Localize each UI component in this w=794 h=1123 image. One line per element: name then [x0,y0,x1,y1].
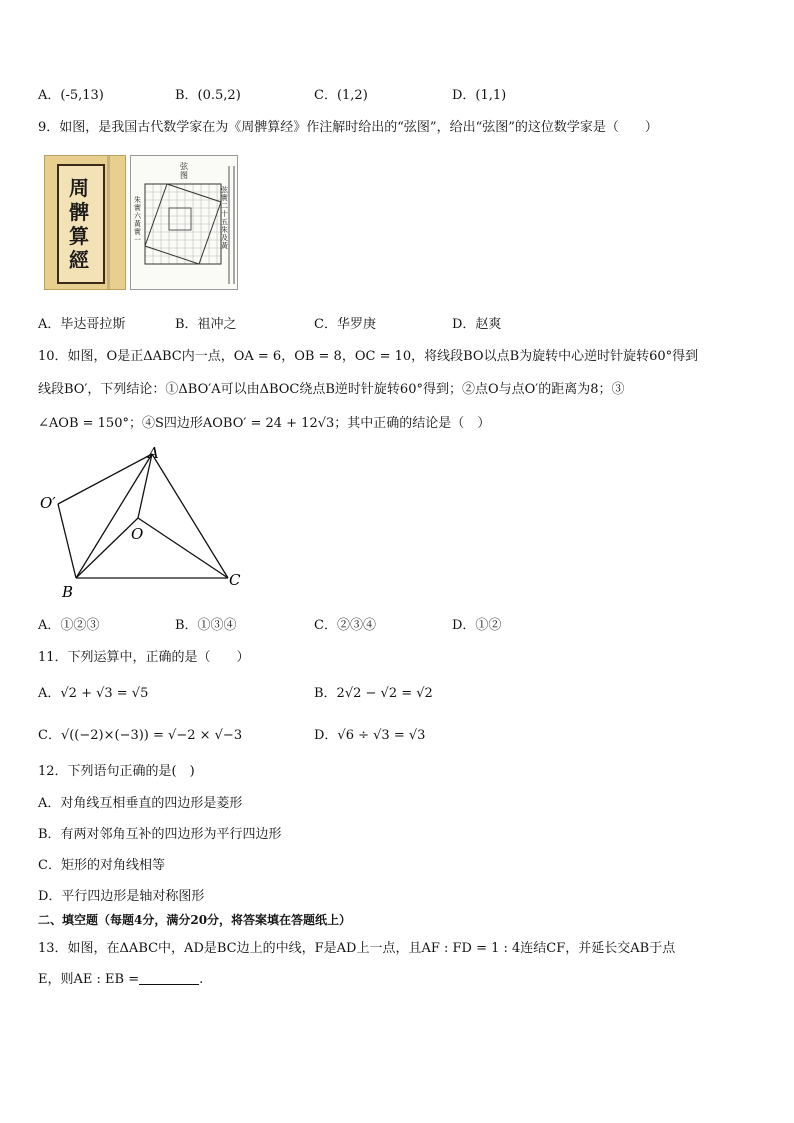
book-title-char-4: 經 [69,248,89,272]
label-o-prime: O′ [40,494,56,512]
q13-prefix: E，则AE : EB = [38,972,140,987]
xian-tu-left-text: 朱實六黃實一 [134,196,141,244]
q11-option-c: C．√((−2)×(−3)) = √−2 × √−3 [38,728,243,743]
label-b: B [62,583,74,601]
q13-suffix: . [199,972,204,987]
q9-option-b: B．祖冲之 [175,317,237,332]
q11-option-a: A．√2 + √3 = √5 [38,686,149,701]
q11-stem: 11．下列运算中，正确的是（ ） [38,650,250,665]
book-cover-image [44,155,126,290]
q10-option-b: B．①③④ [175,618,237,633]
book-title-char-2: 髀 [69,200,89,224]
segment-a-o [138,454,152,518]
segment-a-c [152,454,228,578]
q11-option-b: B．2√2 − √2 = √2 [314,686,433,701]
segment-a-b [76,454,152,578]
q9-option-c: C．华罗庚 [314,317,376,332]
q9-option-a: A．毕达哥拉斯 [38,317,126,332]
q11-option-d: D．√6 ÷ √3 = √3 [314,728,426,743]
q10-option-c: C．②③④ [314,618,376,633]
q13-line-1: 13．如图，在ΔABC中，AD是BC边上的中线，F是AD上一点，且AF : FD = 1 : 4连结CF，并延长交AB于点 [38,941,676,956]
segment-oprime-b [58,504,76,578]
q12-option-c: C．矩形的对角线相等 [38,858,165,873]
q10-line-1: 10．如图，O是正ΔABC内一点，OA = 6，OB = 8，OC = 10，将线段BO以点B为旋转中心逆时针旋转60°得到 [38,349,699,364]
q12-option-a: A．对角线互相垂直的四边形是菱形 [38,796,243,811]
book-title-char-3: 算 [69,224,89,248]
q10-geometry-figure [38,442,248,602]
q9-stem: 9．如图，是我国古代数学家在为《周髀算经》作注解时给出的“弦图”，给出“弦图”的这位数学家是（ ） [38,120,658,135]
xian-tu-diagram [130,155,238,290]
book-title-char-1: 周 [69,176,89,200]
q13-answer-blank[interactable] [139,972,199,985]
section-2-heading: 二、填空题（每题4分，满分20分，将答案填在答题纸上） [38,913,352,927]
xian-tu-right-text: 弦實二十五朱及黃 [221,186,228,250]
q10-option-a: A．①②③ [38,618,100,633]
q13-line-2 [38,968,203,987]
q12-option-d: D．平行四边形是轴对称图形 [38,889,205,904]
q8-option-d: D．(1,1) [452,88,507,103]
label-o: O [131,525,144,543]
q8-option-b: B．(0.5,2) [175,88,241,103]
segment-o-c [138,518,228,578]
q10-line-3: ∠AOB = 150°；④S四边形AOBO′ = 24 + 12√3；其中正确的结论是（ ） [38,416,491,431]
q12-stem: 12．下列语句正确的是( ) [38,764,195,779]
q9-option-d: D．赵爽 [452,317,502,332]
q8-option-a: A．(-5,13) [38,88,104,103]
xian-tu-title: 弦图 [180,162,188,180]
label-c: C [229,571,241,589]
segment-a-oprime [58,454,152,504]
q12-option-b: B．有两对邻角互补的四边形为平行四边形 [38,827,282,842]
q10-option-d: D．①② [452,618,502,633]
label-a: A [148,444,159,462]
q10-line-2: 线段BO′，下列结论：①ΔBO′A可以由ΔBOC绕点B逆时针旋转60°得到；②点O与点O′的距离为8；③ [38,382,625,397]
q8-option-c: C．(1,2) [314,88,368,103]
